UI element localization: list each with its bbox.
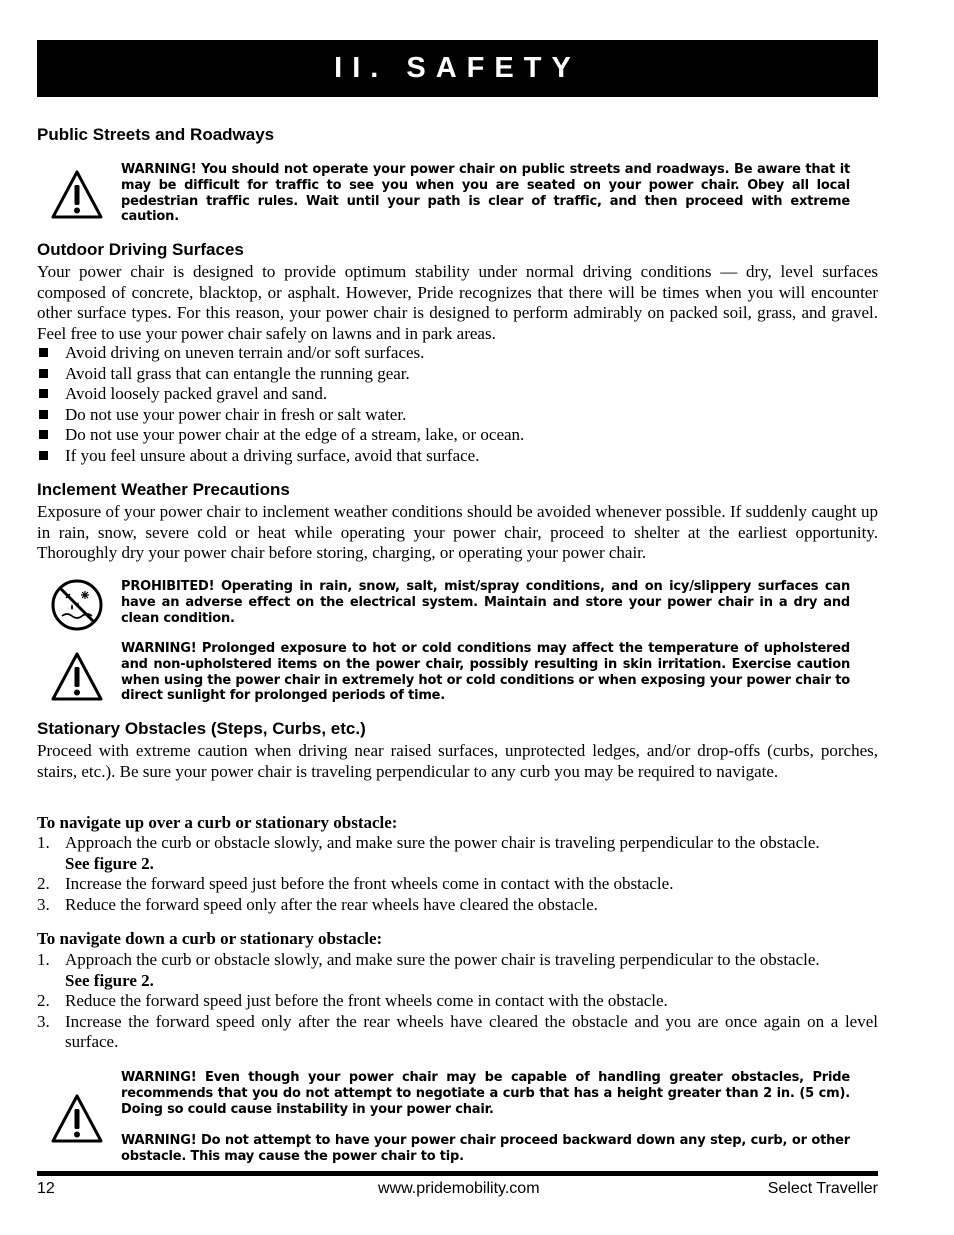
list-item: Avoid driving on uneven terrain and/or soft surfaces.	[37, 343, 878, 364]
warning-triangle-icon	[50, 1092, 104, 1146]
prohibited-weather-icon	[50, 578, 104, 632]
square-bullet-icon	[39, 369, 48, 378]
page-number: 12	[37, 1180, 55, 1197]
navigate-up-steps	[37, 833, 878, 915]
heading-outdoor-surfaces: Outdoor Driving Surfaces	[37, 240, 244, 259]
warning-triangle-icon	[50, 168, 104, 222]
list-item: 2. Reduce the forward speed just before the front wheels come in contact with the obstacle.	[37, 991, 668, 1010]
list-item: 1. Approach the curb or obstacle slowly, and make sure the power chair is traveling perpendicular to the obstacle. See figure 2.	[37, 950, 820, 990]
website-url: www.pridemobility.com	[378, 1180, 540, 1197]
navigate-down-heading: To navigate down a curb or stationary obstacle:	[37, 929, 383, 948]
warning-triangle-icon	[50, 650, 104, 704]
footer-rule	[37, 1171, 878, 1176]
list-item: Do not use your power chair in fresh or salt water.	[37, 405, 878, 426]
heading-inclement-weather: Inclement Weather Precautions	[37, 480, 290, 499]
list-item: 2. Increase the forward speed just before the front wheels come in contact with the obstacle.	[37, 874, 674, 893]
square-bullet-icon	[39, 451, 48, 460]
heading-public-streets: Public Streets and Roadways	[37, 125, 275, 144]
square-bullet-icon	[39, 410, 48, 419]
warning-public-streets: WARNING! You should not operate your power chair on public streets and roadways. Be aware that it may be difficult for traffic to see you when you are seated on your power chair. Obey all local pedestrian traffic rules. Wait until your path is clear of traffic, and then proceed with extreme caution.	[121, 162, 850, 225]
list-item: Do not use your power chair at the edge of a stream, lake, or ocean.	[37, 425, 878, 446]
list-item: If you feel unsure about a driving surface, avoid that surface.	[37, 446, 878, 467]
list-item: 3. Increase the forward speed only after the rear wheels have cleared the obstacle and you are once again on a level surface.	[37, 1011, 878, 1051]
warning-temperature: WARNING! Prolonged exposure to hot or cold conditions may affect the temperature of upholstered and non-upholstered items on the power chair, possibly resulting in skin irritation. Exercise caution when using the power chair in extremely hot or cold conditions or when exposing your power chair to direct sunlight for prolonged periods of time.	[121, 641, 850, 704]
prohibited-weather-text: PROHIBITED! Operating in rain, snow, salt, mist/spray conditions, and on icy/slippery surfaces can have an adverse effect on the electrical system. Maintain and store your power chair in a dry and clean condition.	[121, 579, 850, 626]
outdoor-surfaces-body: Your power chair is designed to provide optimum stability under normal driving conditions — dry, level surfaces composed of concrete, blacktop, or asphalt. However, Pride recognizes that there will be times when you will encounter other surface types. For this reason, your power chair is designed to perform admirably on packed soil, grass, and gravel. Feel free to use your power chair safely on lawns and in park areas.	[37, 262, 878, 343]
navigate-down-steps	[37, 950, 878, 1053]
heading-stationary-obstacles: Stationary Obstacles (Steps, Curbs, etc.)	[37, 719, 366, 738]
warning-curb-height: WARNING! Even though your power chair may be capable of handling greater obstacles, Pride recommends that you do not attempt to negotiate a curb that has a height greater than 2 in. (5 cm). Doing so could cause instability in your power chair.	[121, 1070, 850, 1117]
square-bullet-icon	[39, 389, 48, 398]
list-item: 3. Reduce the forward speed only after the rear wheels have cleared the obstacle.	[37, 894, 598, 914]
navigate-up-heading: To navigate up over a curb or stationary obstacle:	[37, 813, 398, 832]
section-banner	[37, 40, 878, 97]
section-title: II. SAFETY	[334, 52, 581, 84]
product-name: Select Traveller	[767, 1180, 878, 1197]
list-item: 1. Approach the curb or obstacle slowly, and make sure the power chair is traveling perpendicular to the obstacle. See figure 2.	[37, 833, 820, 873]
stationary-obstacles-body: Proceed with extreme caution when driving near raised surfaces, unprotected ledges, and/or drop-offs (curbs, porches, stairs, etc.). Be sure your power chair is traveling perpendicular to any curb you may be required to navigate.	[37, 741, 878, 781]
warning-backward: WARNING! Do not attempt to have your power chair proceed backward down any step, curb, or other obstacle. This may cause the power chair to tip.	[121, 1133, 850, 1164]
square-bullet-icon	[39, 430, 48, 439]
inclement-weather-body: Exposure of your power chair to inclement weather conditions should be avoided whenever possible. If suddenly caught up in rain, snow, severe cold or heat while operating your power chair, proceed to shelter at the earliest opportunity. Thoroughly dry your power chair before storing, charging, or operating your power chair.	[37, 502, 878, 562]
outdoor-bullet-list	[37, 343, 878, 466]
list-item: Avoid tall grass that can entangle the running gear.	[37, 364, 878, 385]
list-item: Avoid loosely packed gravel and sand.	[37, 384, 878, 405]
square-bullet-icon	[39, 348, 48, 357]
